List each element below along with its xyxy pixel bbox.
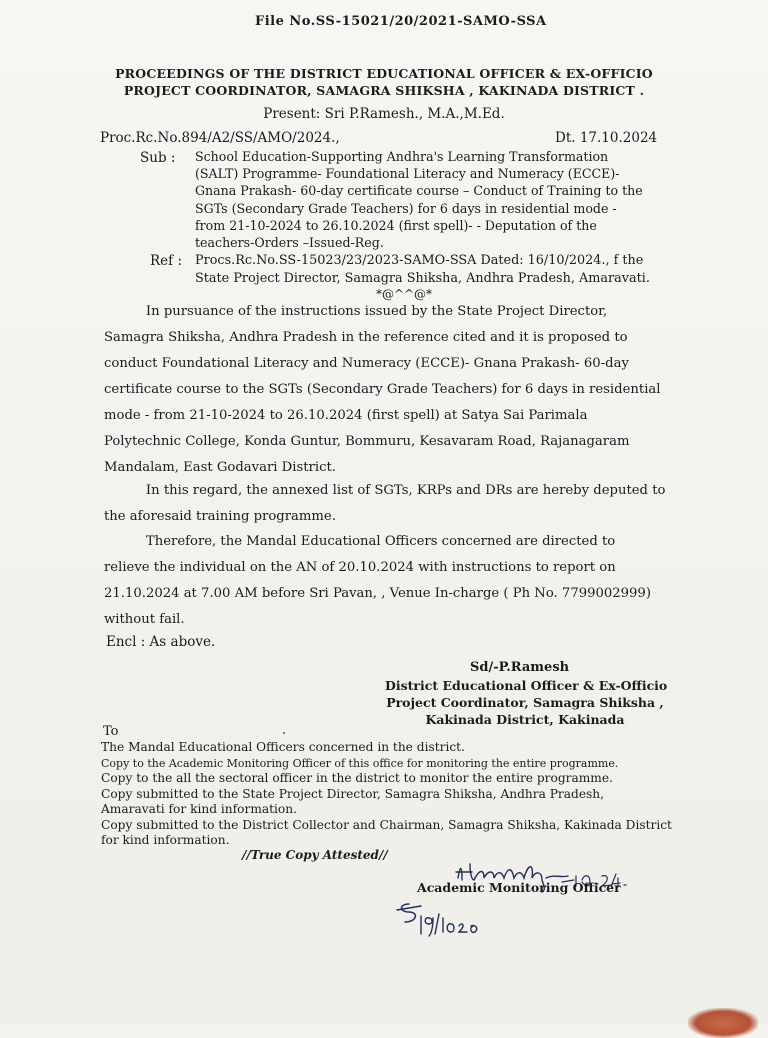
- reference-text: [195, 252, 650, 287]
- paragraph-directions: [104, 529, 688, 633]
- signed-by: Sd/-P.Ramesh: [470, 660, 570, 675]
- subject-line: teachers-Orders –Issued-Reg.: [195, 235, 384, 251]
- subject-line: School Education-Supporting Andhra's Learning Transformation: [195, 149, 609, 164]
- file-number: File No.SS-15021/20/2021-SAMO-SSA: [255, 14, 547, 29]
- distribution-item: Copy submitted to the State Project Director, Samagra Shiksha, Andhra Pradesh,: [101, 786, 605, 801]
- subject-label: Sub :: [140, 150, 176, 166]
- designation-line: District Educational Officer & Ex-Officio: [385, 678, 668, 693]
- paragraph-line: conduct Foundational Literacy and Numeracy (ECCE)- Gnana Prakash- 60-day: [104, 356, 629, 371]
- paragraph-line: relieve the individual on the AN of 20.10.2024 with instructions to report on: [104, 560, 616, 575]
- paragraph-line: the aforesaid training programme.: [104, 509, 336, 524]
- paragraph-line: mode - from 21-10-2024 to 26.10.2024 (first spell) at Satya Sai Parimala: [104, 408, 588, 423]
- paragraph-instructions: [104, 299, 688, 481]
- paragraph-line: In this regard, the annexed list of SGTs, KRPs and DRs are hereby deputed to: [104, 483, 666, 498]
- paragraph-line: Therefore, the Mandal Educational Officers concerned are directed to: [104, 534, 616, 549]
- subject-line: Gnana Prakash- 60-day certificate course – Conduct of Training to the: [195, 183, 643, 199]
- paragraph-line: certificate course to the SGTs (Secondary Grade Teachers) for 6 days in residential: [104, 382, 661, 397]
- paragraph-line: Samagra Shiksha, Andhra Pradesh in the reference cited and it is proposed to: [104, 330, 628, 345]
- proceedings-date: Dt. 17.10.2024: [555, 130, 658, 146]
- reference-line: State Project Director, Samagra Shiksha, Andhra Pradesh, Amaravati.: [195, 270, 650, 286]
- heading-line-2: PROJECT COORDINATOR, SAMAGRA SHIKSHA , KAKINADA DISTRICT .: [123, 83, 645, 98]
- ink-dot: [283, 732, 285, 734]
- subject-line: SGTs (Secondary Grade Teachers) for 6 days in residential mode -: [195, 200, 617, 216]
- distribution-list: [101, 740, 672, 849]
- signatory-designation: [385, 677, 668, 728]
- paragraph-line: Mandalam, East Godavari District.: [104, 460, 336, 475]
- heading-line-1: PROCEEDINGS OF THE DISTRICT EDUCATIONAL OFFICER & EX-OFFICIO: [115, 66, 653, 81]
- distribution-item: for kind information.: [101, 833, 230, 847]
- to-label: To: [103, 724, 119, 739]
- distribution-item: Copy to the Academic Monitoring Officer of this office for monitoring the entire programme.: [101, 756, 619, 770]
- reference-line: Procs.Rc.No.SS-15023/23/2023-SAMO-SSA Dated: 16/10/2024., f the: [195, 253, 644, 268]
- proceedings-number: Proc.Rc.No.894/A2/SS/AMO/2024.,: [100, 130, 340, 146]
- present-line: Present: Sri P.Ramesh., M.A.,M.Ed.: [263, 106, 505, 122]
- designation-line: Kakinada District, Kakinada: [425, 712, 625, 727]
- distribution-item: Copy submitted to the District Collector and Chairman, Samagra Shiksha, Kakinada District: [101, 817, 672, 832]
- distribution-item: The Mandal Educational Officers concerned in the district.: [101, 740, 465, 754]
- paragraph-deputation: [104, 478, 688, 530]
- subject-text: [195, 148, 685, 251]
- distribution-item: Copy to the all the sectoral officer in the district to monitor the entire programme.: [101, 771, 613, 785]
- paragraph-line: Polytechnic College, Konda Guntur, Bommuru, Kesavaram Road, Rajanagaram: [104, 434, 630, 449]
- subject-line: (SALT) Programme- Foundational Literacy and Numeracy (ECCE)-: [195, 166, 620, 182]
- subject-line: from 21-10-2024 to 26.10.2024 (first spell)- - Deputation of the: [195, 217, 597, 233]
- true-copy-attested: //True Copy Attested//: [242, 848, 388, 862]
- handwritten-initial-date: [395, 898, 485, 938]
- reference-label: Ref :: [150, 253, 182, 269]
- distribution-item: Amaravati for kind information.: [101, 802, 297, 816]
- enclosure-note: Encl : As above.: [106, 634, 216, 650]
- paragraph-line: without fail.: [104, 612, 185, 627]
- paragraph-line: 21.10.2024 at 7.00 AM before Sri Pavan, , Venue In-charge ( Ph No. 7799002999): [104, 586, 651, 601]
- separator-symbol: *@^^@*: [375, 287, 433, 301]
- finger-shadow: [688, 1008, 758, 1038]
- designation-line: Project Coordinator, Samagra Shiksha ,: [386, 695, 664, 710]
- academic-monitoring-officer-title: Academic Monitoring Officer: [417, 880, 621, 895]
- paragraph-line: In pursuance of the instructions issued by the State Project Director,: [104, 304, 608, 319]
